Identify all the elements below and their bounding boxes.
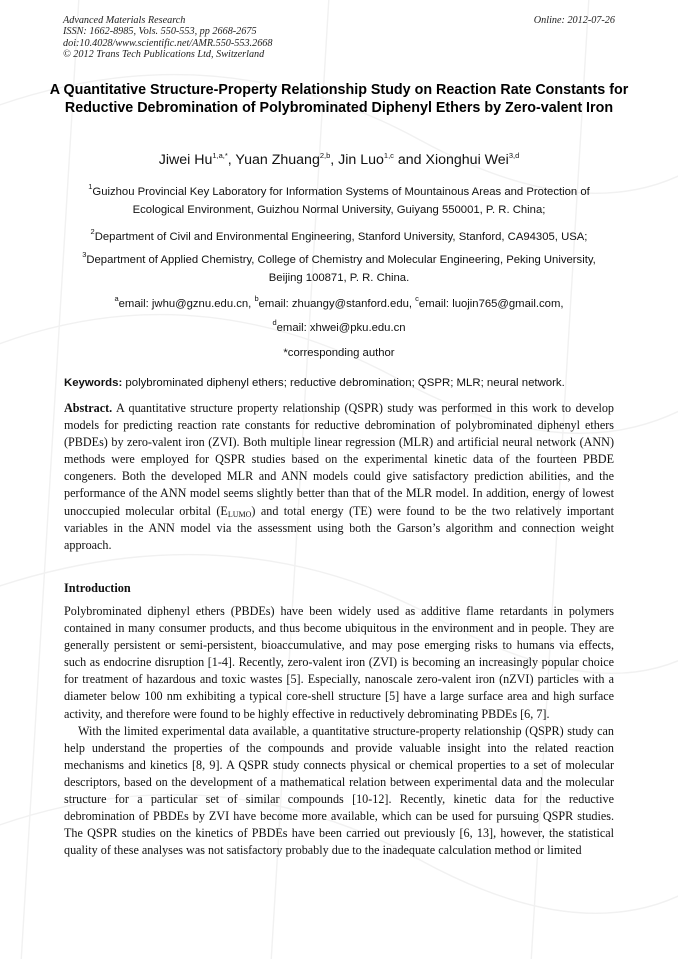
author-sep: , xyxy=(330,152,339,168)
paragraph: With the limited experimental data available, a quantitative structure-property relationship (QSPR) study can help understand the properties of the compounds and provide valuable insight into the related reaction mechanisms and kinetics [8, 9]. A QSPR study connects physical or chemical properties to a set of molecular descriptors, based on the development of a mathematical relation between experimental data and the molecular structure for a particular set of similar compounds [10-12]. Recently, kinetic data for the reductive debromination of PBDEs by ZVI have become more available, which can be used for pursuing QSPR studies. The QSPR studies on the kinetics of PBDEs have been carried out previously [6, 13], however, the statistical quality of these analyses was not satisfactory probably due to the inadequate calculation method or limited xyxy=(64,723,614,858)
abstract-text: A quantitative structure property relationship (QSPR) study was performed in this work to develop models for predicting reaction rate constants for reductive debromination of polybrominated diphenyl ethers (PBDEs) by zero-valent iron (ZVI). Both multiple linear regression (MLR) and artificial neural network (ANN) methods were employed for QSPR studies based on the experimental kinetic data of the fourteen PBDE congeners. Both the developed MLR and ANN models could give satisfactory prediction abilities, and the performance of the ANN model seems slightly better than that of the MLR model. In addition, energy of lowest unoccupied molecular orbital (E xyxy=(64,401,614,518)
abstract-label: Abstract. xyxy=(64,401,113,415)
affiliation-3 xyxy=(64,252,614,288)
email-sup: c xyxy=(415,294,419,303)
email-line-2 xyxy=(40,320,638,336)
introduction-heading: Introduction xyxy=(64,581,131,595)
affiliation-sup: 3 xyxy=(82,250,87,259)
author-name: Xionghui Wei xyxy=(425,152,509,168)
keywords-text: polybrominated diphenyl ethers; reductive debromination; QSPR; MLR; neural network. xyxy=(122,377,565,389)
author-sep: and xyxy=(393,152,426,168)
affiliation-sup: 1 xyxy=(88,182,93,191)
abstract-subscript: LUMO xyxy=(227,509,252,519)
email-d[interactable]: email: xhwei@pku.edu.cn xyxy=(276,322,406,334)
email-sup: d xyxy=(272,318,277,327)
email-line-1 xyxy=(40,296,638,312)
affiliation-2 xyxy=(64,229,614,247)
online-date: Online: 2012-07-26 xyxy=(533,15,615,26)
publication-info xyxy=(63,15,272,60)
abstract-text-cont: ) and total energy (TE) were found to be the two relatively important variables in the ANN model via the assessment using both the Garson’s algorithm and connection weight approach. xyxy=(64,503,614,552)
author-sep: , xyxy=(227,152,236,168)
author-name: Jin Luo xyxy=(338,152,384,168)
affiliation-text: Guizhou Provincial Key Laboratory for Information Systems of Mountainous Areas and Protection of Ecological Environment, Guizhou Normal University, Guiyang 550001, P. R. China; xyxy=(92,186,590,216)
author-name: Jiwei Hu xyxy=(158,152,213,168)
author-sup: 2,b xyxy=(319,151,331,160)
affiliation-sup: 2 xyxy=(90,227,95,236)
affiliation-text: Department of Applied Chemistry, College of Chemistry and Molecular Engineering, Peking University, Beijing 100871, P. R. China. xyxy=(86,254,596,284)
issn-line: ISSN: 1662-8985, Vols. 550-553, pp 2668-2675 xyxy=(63,26,257,38)
email-b[interactable]: email: zhuangy@stanford.edu, xyxy=(258,298,416,310)
author-name: Yuan Zhuang xyxy=(235,152,320,168)
affiliation-1 xyxy=(64,184,614,220)
author-list xyxy=(40,151,638,169)
abstract xyxy=(64,400,614,554)
author-sup: 3,d xyxy=(508,151,520,160)
paper-title: A Quantitative Structure-Property Relationship Study on Reaction Rate Constants for Reductive Debromination of Polybrominated Diphenyl Ethers by Zero-valent Iron xyxy=(49,82,629,116)
email-sup: b xyxy=(254,294,259,303)
keywords-label: Keywords: xyxy=(64,377,123,389)
copyright-line: © 2012 Trans Tech Publications Ltd, Switzerland xyxy=(63,48,265,60)
paragraph: Polybrominated diphenyl ethers (PBDEs) have been widely used as additive flame retardants in polymers contained in many consumer products, and thus become ubiquitous in the environment and in people. They are generally persistent or semi-persistent, bioaccumulative, and may pose emerging risks to humans via effects, such as endocrine disruption [1-4]. Recently, zero-valent iron (ZVI) is becoming an increasingly popular choice for treatment of hazardous and toxic wastes [5]. Especially, nanoscale zero-valent iron (nZVI) particles with a diameter below 100 nm exhibiting a typical core-shell structure [5] have a large surface area and high surface activity, and therefore were found to be highly effective in reductively debrominating PBDEs [6, 7]. xyxy=(64,604,614,721)
email-sup: a xyxy=(114,294,119,303)
keywords xyxy=(64,375,616,391)
affiliation-text: Department of Civil and Environmental Engineering, Stanford University, Stanford, CA94305, USA; xyxy=(94,231,588,243)
introduction-body xyxy=(64,603,614,859)
doi-line: doi:10.4028/www.scientific.net/AMR.550-553.2668 xyxy=(63,37,273,49)
journal-name: Advanced Materials Research xyxy=(63,15,186,26)
email-c[interactable]: email: luojin765@gmail.com, xyxy=(418,298,564,310)
author-sup: 1,c xyxy=(383,151,394,160)
corresponding-author-note: *corresponding author xyxy=(283,347,395,359)
email-a[interactable]: email: jwhu@gznu.edu.cn, xyxy=(118,298,255,310)
author-sup: 1,a,* xyxy=(212,151,228,160)
